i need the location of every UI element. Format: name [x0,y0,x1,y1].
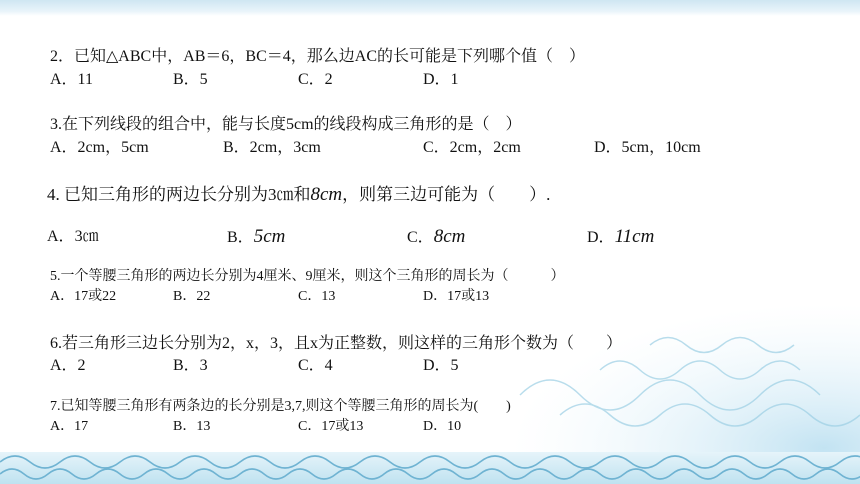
question-4-option-d-value: 11cm [614,226,655,247]
question-3-option-c: C．2cm，2cm [423,139,521,156]
question-6-option-c: C．4 [298,357,333,374]
question-3-stem: 3.在下列线段的组合中，能与长度5cm的线段构成三角形的是（ ） [50,116,522,133]
question-2-option-b: B．5 [173,71,208,88]
question-5-option-b: B．22 [173,289,211,304]
question-3-option-b: B．2cm，3cm [223,139,321,156]
question-5-option-c: C．13 [298,289,336,304]
question-2-stem: 2．已知△ABC中，AB＝6，BC＝4，那么边AC的长可能是下列哪个值（ ） [50,48,586,65]
question-3-option-d: D．5cm，10cm [594,139,701,156]
question-4-option-c-label: C． [407,229,434,246]
question-7-option-d: D．10 [423,419,462,434]
question-7-option-a: A．17 [50,419,89,434]
question-2-option-a: A．11 [50,71,93,88]
question-6-option-a: A．2 [50,357,86,374]
question-4-stem-length: 8cm [310,184,343,205]
question-4-option-d [587,227,654,248]
question-4-option-c [407,227,465,248]
question-4-stem [47,185,550,205]
question-4-option-b [227,227,285,248]
question-6-stem: 6.若三角形三边长分别为2，x，3，且x为正整数，则这样的三角形个数为（ ） [50,335,623,352]
question-2-option-c: C．2 [298,71,333,88]
question-5-stem: 5.一个等腰三角形的两边长分别为4厘米、9厘米，则这个三角形的周长为（ ） [50,269,565,284]
question-6-option-d: D．5 [423,357,459,374]
question-4-option-c-value: 8cm [433,226,466,247]
question-4-option-a [47,227,99,247]
question-4-stem-part-1: 4. 已知三角形的两边长分别为3㎝和 [47,185,311,204]
question-4-option-b-value: 5cm [253,226,286,247]
question-5-option-a: A．17或22 [50,289,117,304]
question-6-option-b: B．3 [173,357,208,374]
question-5-option-d: D．17或13 [423,289,490,304]
question-7-option-b: B．13 [173,419,211,434]
question-7-option-c: C．17或13 [298,419,364,434]
question-4-option-d-label: D． [587,229,615,246]
question-4-stem-part-3: ，则第三边可能为（ ）. [342,185,551,204]
question-7-stem: 7.已知等腰三角形有两条边的长分别是3,7,则这个等腰三角形的周长为( ) [50,399,511,414]
question-3-option-a: A．2cm，5cm [50,139,149,156]
question-2-option-d: D．1 [423,71,459,88]
question-4-option-a-value: 3㎝ [74,228,99,245]
question-4-option-a-label: A． [47,228,75,245]
question-4-option-b-label: B． [227,229,254,246]
